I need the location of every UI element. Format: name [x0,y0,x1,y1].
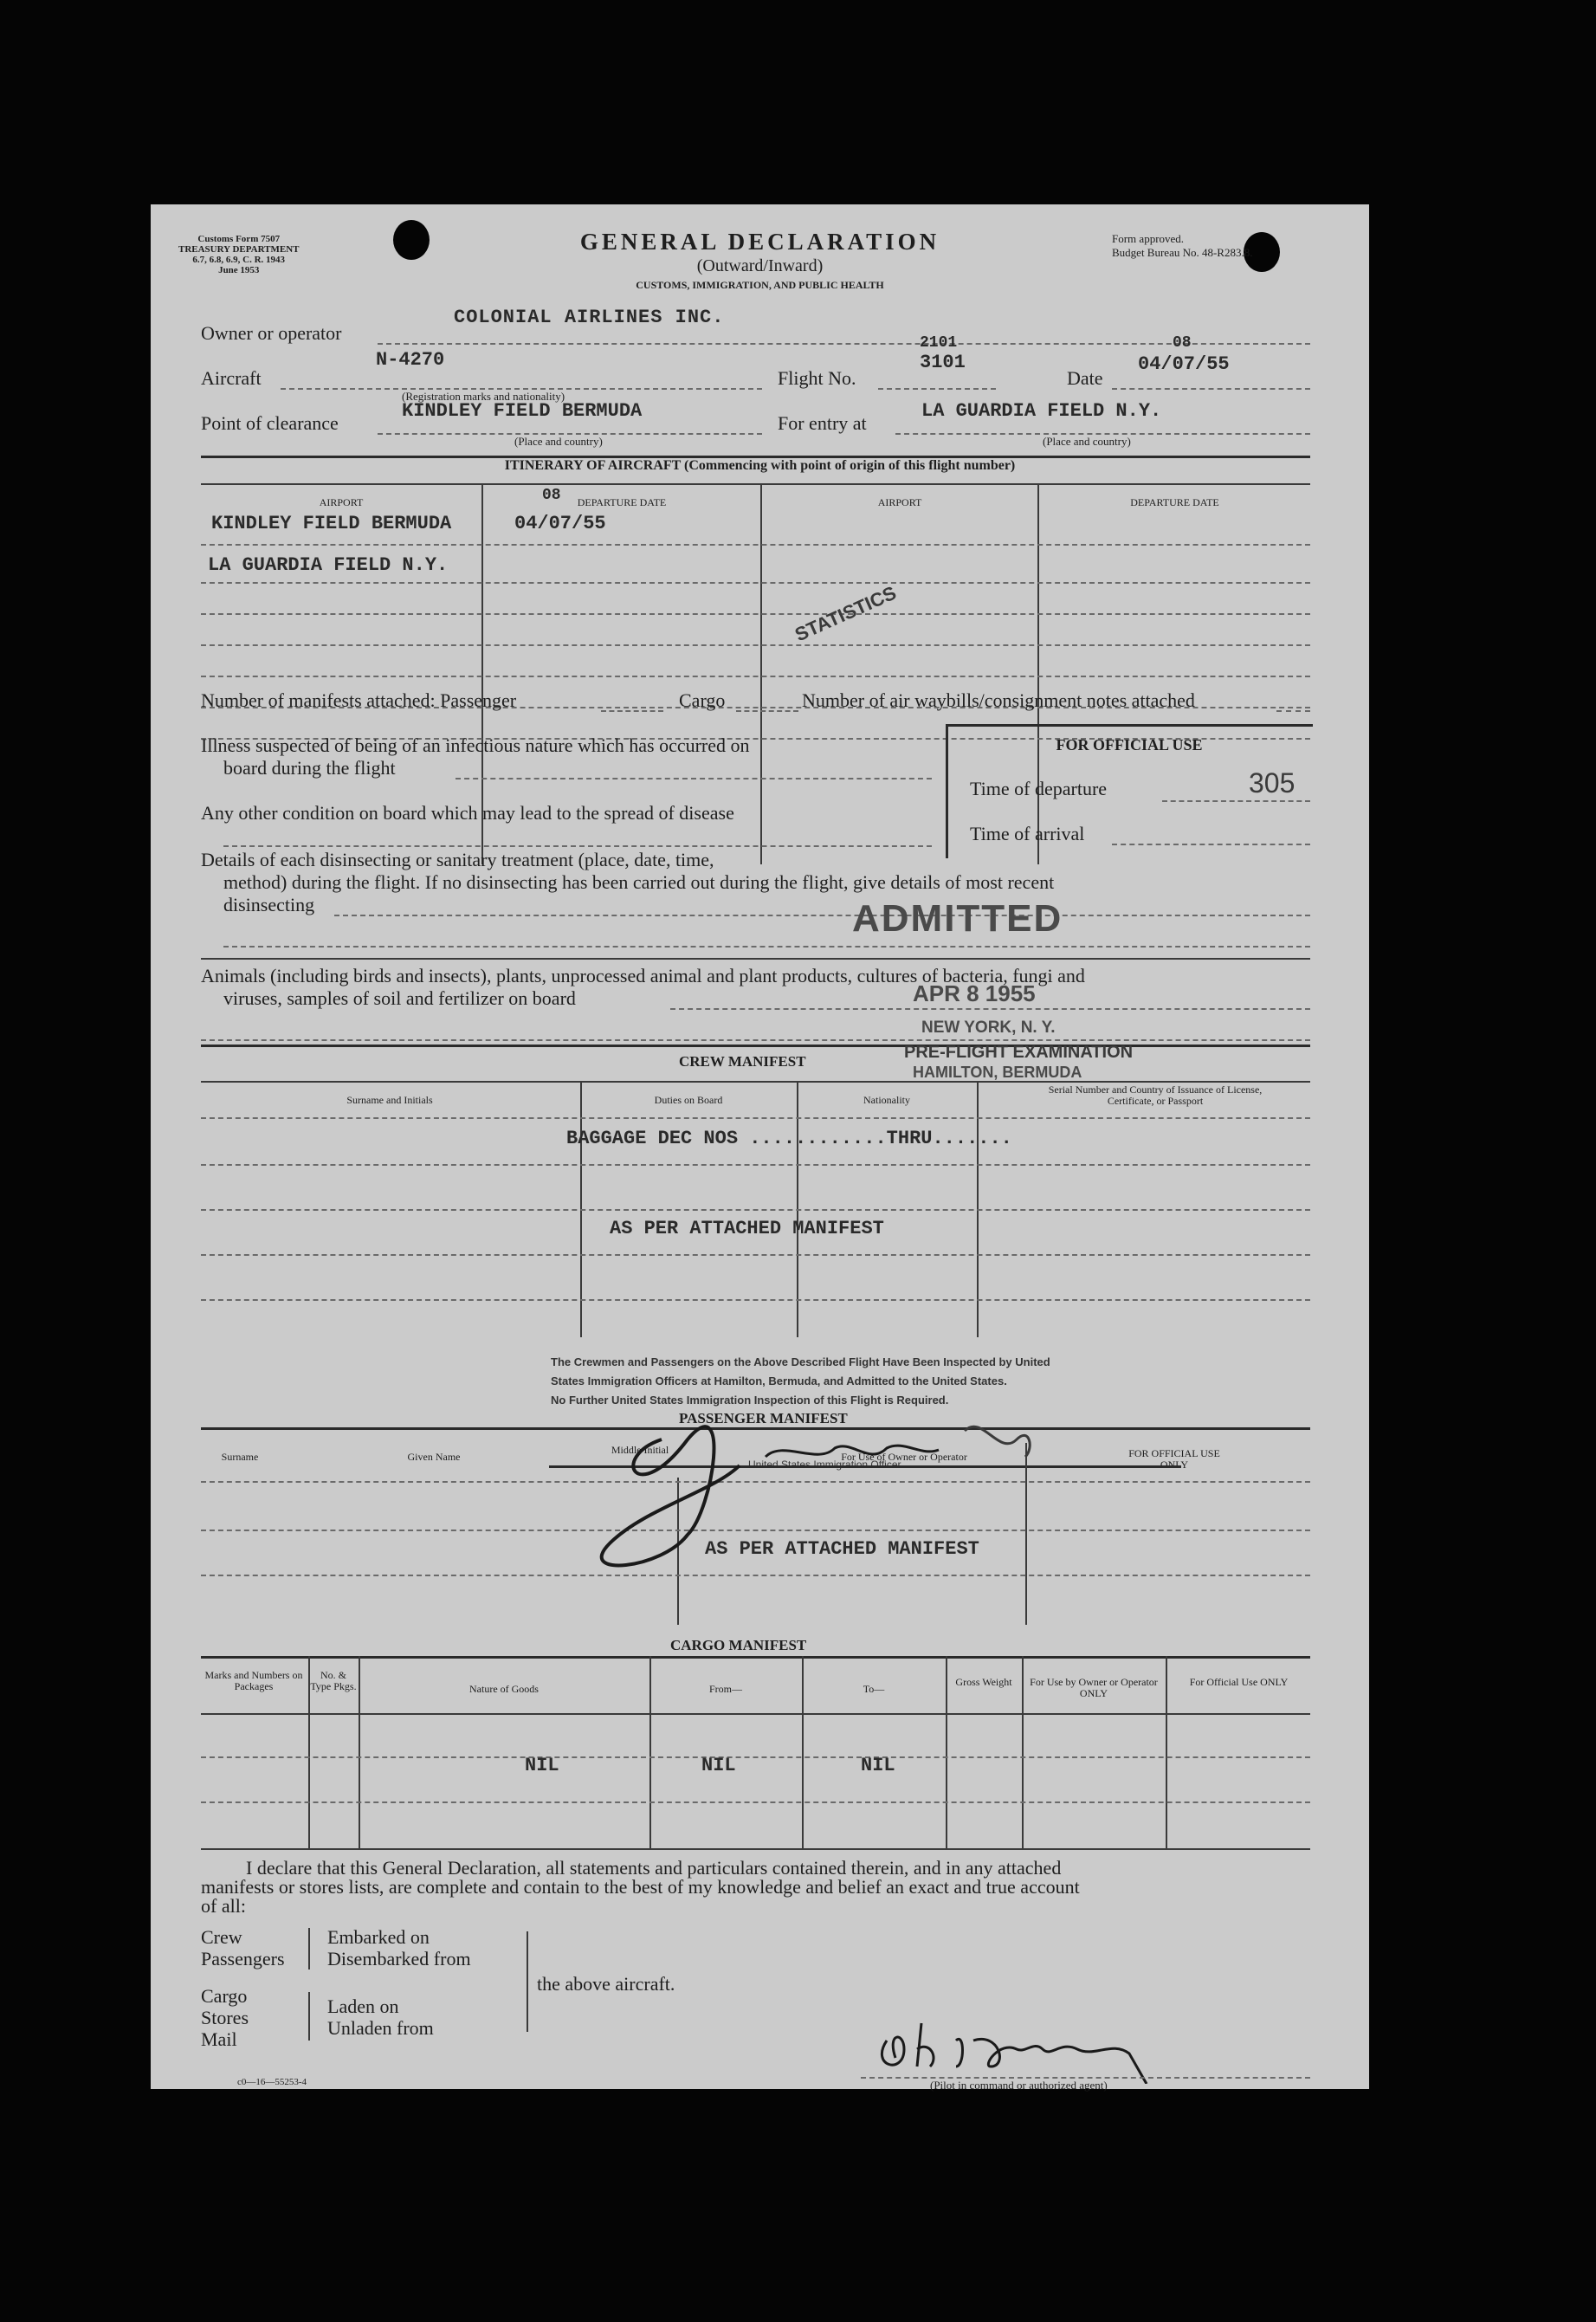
clearance-value: KINDLEY FIELD BERMUDA [402,400,643,422]
animals-rule [201,958,1310,960]
illness-line [456,778,932,779]
departure-time-label: Time of departure [970,778,1108,799]
manifests-passenger-line [601,710,663,712]
signature-note: (Pilot in command or authorized agent) [930,2079,1108,2092]
cargo-title: CARGO MANIFEST [670,1637,807,1653]
arrival-time-label: Time of arrival [970,823,1085,844]
disinsect-line-2 [223,946,1310,948]
cargo-col-owner: For Use by Owner or Operator ONLY [1030,1676,1158,1699]
statistics-stamp: STATISTICS [792,581,900,646]
date-value: 04/07/55 [1138,353,1230,375]
cargo-col-goods: Nature of Goods [469,1683,539,1695]
crew-header-rule [201,1081,1310,1083]
form-subtitle2: CUSTOMS, IMMIGRATION, AND PUBLIC HEALTH [636,279,884,291]
waybills-label: Number of air waybills/consignment notes attached [802,689,1195,711]
declaration-bracket [308,1928,310,1969]
aircraft-label: Aircraft [201,367,262,389]
flight-value: 3101 [920,352,966,373]
officer-caption: United States Immigration Officer [748,1459,901,1471]
cargo-col-from: From— [708,1683,742,1695]
itinerary-row-line [201,613,1310,615]
officer-signature [558,1387,1043,1595]
form-subtitle: (Outward/Inward) [696,256,824,275]
illness-text: board during the flight [223,757,396,779]
itinerary-col-airport-2: AIRPORT [877,496,922,508]
cargo-top-rule [201,1656,1310,1659]
manifests-passenger-label: Number of manifests attached: Passenger [201,689,517,711]
crew-row-line [201,1299,1310,1301]
owner-line [378,343,1310,345]
date-value-top: 08 [1173,334,1192,352]
manifests-cargo-line [736,710,798,712]
passenger-col-owner: For Use of Owner or Operator [841,1451,967,1463]
date-line [1112,388,1310,390]
cargo-col-official: For Official Use ONLY [1189,1676,1289,1688]
crew-attached-line: AS PER ATTACHED MANIFEST [610,1218,884,1239]
clearance-label: Point of clearance [201,412,339,434]
cargo-row-line [201,1756,1310,1758]
declaration-form [151,204,1369,2092]
preflight-stamp: PRE-FLIGHT EXAMINATION [904,1043,1134,1062]
official-use-title: FOR OFFICIAL USE [1056,736,1203,754]
owner-value: COLONIAL AIRLINES INC. [454,307,725,328]
aircraft-value: N-4270 [376,349,445,371]
declaration-left-items: Crew Passengers Cargo Stores Mail [201,1926,285,2050]
passenger-col-surname: Surname [221,1451,259,1463]
crew-title: CREW MANIFEST [679,1053,806,1070]
itinerary-row-airport: LA GUARDIA FIELD N.Y. [208,554,449,576]
disease-text: Any other condition on board which may lead to the spread of disease [201,802,734,824]
date-stamp: APR 8 1955 [913,980,1036,1006]
date-label: Date [1067,367,1103,389]
manifests-cargo-label: Cargo [679,689,726,711]
itinerary-header-rule [201,483,1310,485]
itinerary-row-line [201,676,1310,677]
itinerary-title: ITINERARY OF AIRCRAFT (Commencing with point of origin of this flight number) [504,458,1016,473]
flight-line [878,388,996,390]
itinerary-divider [760,483,762,864]
crew-top-rule [201,1045,1310,1047]
passenger-col-middle: Middle Initial [611,1444,669,1456]
aircraft-note: (Registration marks and nationality) [402,390,565,403]
entry-note: (Place and country) [1043,435,1131,448]
disinsect-text: disinsecting [223,894,315,915]
waybills-line [1276,710,1310,712]
city-stamp: NEW YORK, N. Y. [921,1019,1056,1037]
crew-col-nationality: Nationality [863,1094,910,1106]
disinsect-line [334,915,1310,916]
crew-col-serial: Serial Number and Country of Issuance of License, Certificate, or Passport [1048,1083,1263,1107]
disinsect-text: Details of each disinsecting or sanitary treatment (place, date, time, [201,849,714,870]
itinerary-row-line [201,544,1310,546]
flight-label: Flight No. [778,367,856,389]
print-code: c0—16—55253-4 [237,2077,307,2087]
pilot-signature [869,2006,1164,2084]
declaration-text: I declare that this General Declaration, all statements and particulars contained therein, and in any attached manifests or stores lists, are complete and contain to the best of my knowledge and belief an exact and true account of all: [201,1857,1080,1917]
departure-time-line [1162,800,1310,802]
place-stamp: HAMILTON, BERMUDA [913,1064,1082,1081]
entry-value: LA GUARDIA FIELD N.Y. [921,400,1162,422]
clearance-note: (Place and country) [514,435,603,448]
cargo-bottom-rule [201,1848,1310,1850]
cargo-goods-value: NIL [525,1755,559,1776]
itinerary-row-line [201,582,1310,584]
declaration-mid-items: Embarked on Disembarked from Laden on Unladen from [327,1926,471,2039]
crew-col-surname: Surname and Initials [346,1094,433,1106]
crew-row-line [201,1117,1310,1119]
form-approval: Form approved. Budget Bureau No. 48-R283.8. [1112,232,1253,259]
animals-text: Animals (including birds and insects), plants, unprocessed animal and plant products, cultures of bacteria, fungi and [201,965,1085,986]
cargo-row-line [201,1801,1310,1803]
form-title: GENERAL DECLARATION [579,229,940,255]
passenger-col-official: FOR OFFICIAL USE ONLY [1128,1447,1220,1471]
entry-label: For entry at [778,412,867,434]
crew-col-duties: Duties on Board [654,1094,723,1106]
declaration-tail: the above aircraft. [537,1973,675,1995]
animals-line [670,1008,1310,1010]
disinsect-text: method) during the flight. If no disinsecting has been carried out during the flight, give details of most recent [223,871,1055,893]
crew-row-line [201,1164,1310,1166]
itinerary-col-airport: AIRPORT [319,496,364,508]
itinerary-row-date-overwrite: 08 [542,487,561,504]
admitted-stamp: ADMITTED [852,897,1063,940]
cargo-col-weight: Gross Weight [955,1676,1012,1688]
passenger-title: PASSENGER MANIFEST [679,1410,848,1426]
itinerary-row-date: 04/07/55 [514,513,606,534]
itinerary-col-date-2: DEPARTURE DATE [1130,496,1219,508]
crew-baggage-line: BAGGAGE DEC NOS ............THRU....... [566,1128,1012,1149]
itinerary-row-airport: KINDLEY FIELD BERMUDA [211,513,452,534]
declaration-bracket [308,1992,310,2041]
crew-row-line [201,1209,1310,1211]
animals-line-2 [201,1039,1310,1041]
passenger-col-given: Given Name [407,1451,461,1463]
cargo-from-value: NIL [701,1755,736,1776]
cargo-col-marks: Marks and Numbers on Packages [204,1669,303,1692]
declaration-bracket [527,1931,528,2032]
animals-text: viruses, samples of soil and fertilizer on board [223,987,576,1009]
departure-time-value: 305 [1249,767,1296,799]
cargo-col-to: To— [863,1683,885,1695]
cargo-to-value: NIL [861,1755,895,1776]
disease-line [223,845,932,847]
itinerary-col-date: DEPARTURE DATE [577,496,667,508]
illness-text: Illness suspected of being of an infectious nature which has occurred on [201,734,750,756]
arrival-time-line [1112,844,1310,845]
cargo-header-rule [201,1713,1310,1715]
owner-label: Owner or operator [201,322,342,344]
crew-row-line [201,1254,1310,1256]
form-id: Customs Form 7507 TREASURY DEPARTMENT 6.7, 6.8, 6.9, C. R. 1943 June 1953 [178,234,300,275]
cargo-col-type: No. & Type Pkgs. [310,1669,357,1692]
passenger-attached-line: AS PER ATTACHED MANIFEST [705,1538,979,1560]
flight-value-top: 2101 [920,334,958,352]
itinerary-row-line [201,644,1310,646]
inspection-stamp: The Crewmen and Passengers on the Above Described Flight Have Been Inspected by United States Immigration Officers at Hamilton, Bermuda, and Admitted to the United States. No Further United States Immigration Inspection of this Flight is Required. [551,1355,1050,1407]
